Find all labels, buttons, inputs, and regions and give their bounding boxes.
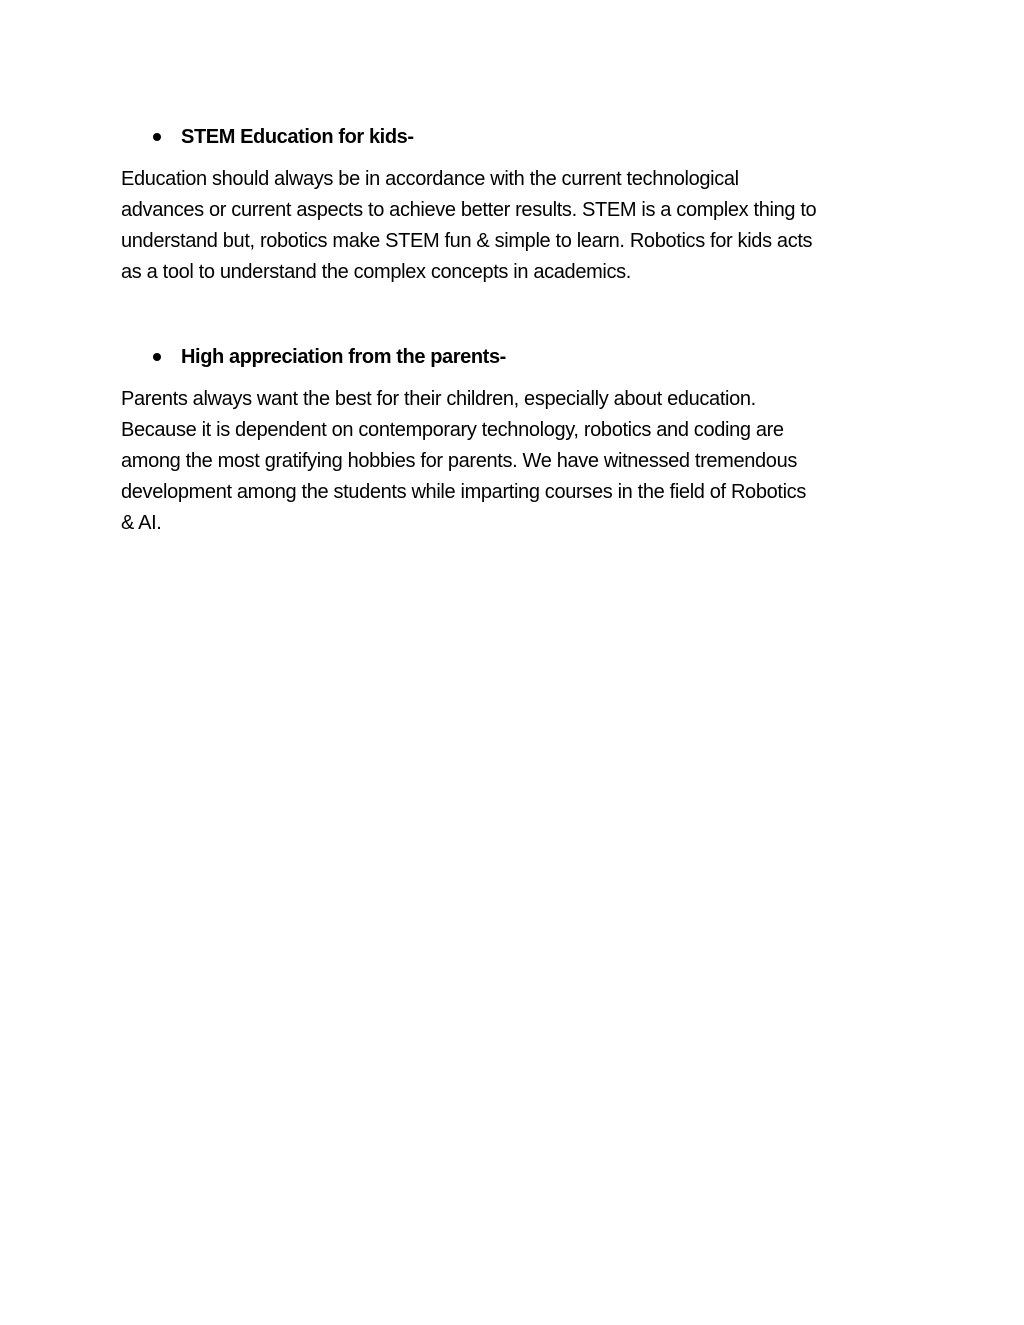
paragraph-line: Because it is dependent on contemporary technology, robotics and coding are [121,419,784,441]
section-parent-appreciation [121,340,911,539]
section-stem-education [121,120,911,288]
paragraph-line: Education should always be in accordance with the current technological [121,168,739,190]
bullet-item [121,340,911,374]
paragraph-line: Parents always want the best for their children, especially about education. [121,388,756,410]
paragraph-line: among the most gratifying hobbies for parents. We have witnessed tremendous [121,450,797,472]
section-heading: STEM Education for kids- [181,126,414,148]
bullet-item [121,120,911,154]
paragraph-line: advances or current aspects to achieve better results. STEM is a complex thing to [121,199,817,221]
paragraph-line: as a tool to understand the complex concepts in academics. [121,261,632,283]
bullet-icon [153,353,161,361]
section-paragraph [121,164,911,288]
paragraph-line: & AI. [121,512,162,534]
paragraph-line: understand but, robotics make STEM fun & simple to learn. Robotics for kids acts [121,230,813,252]
section-heading: High appreciation from the parents- [181,346,506,368]
document-content [121,120,911,539]
bullet-icon [153,133,161,141]
section-paragraph [121,384,911,539]
paragraph-line: development among the students while imparting courses in the field of Robotics [121,481,806,503]
